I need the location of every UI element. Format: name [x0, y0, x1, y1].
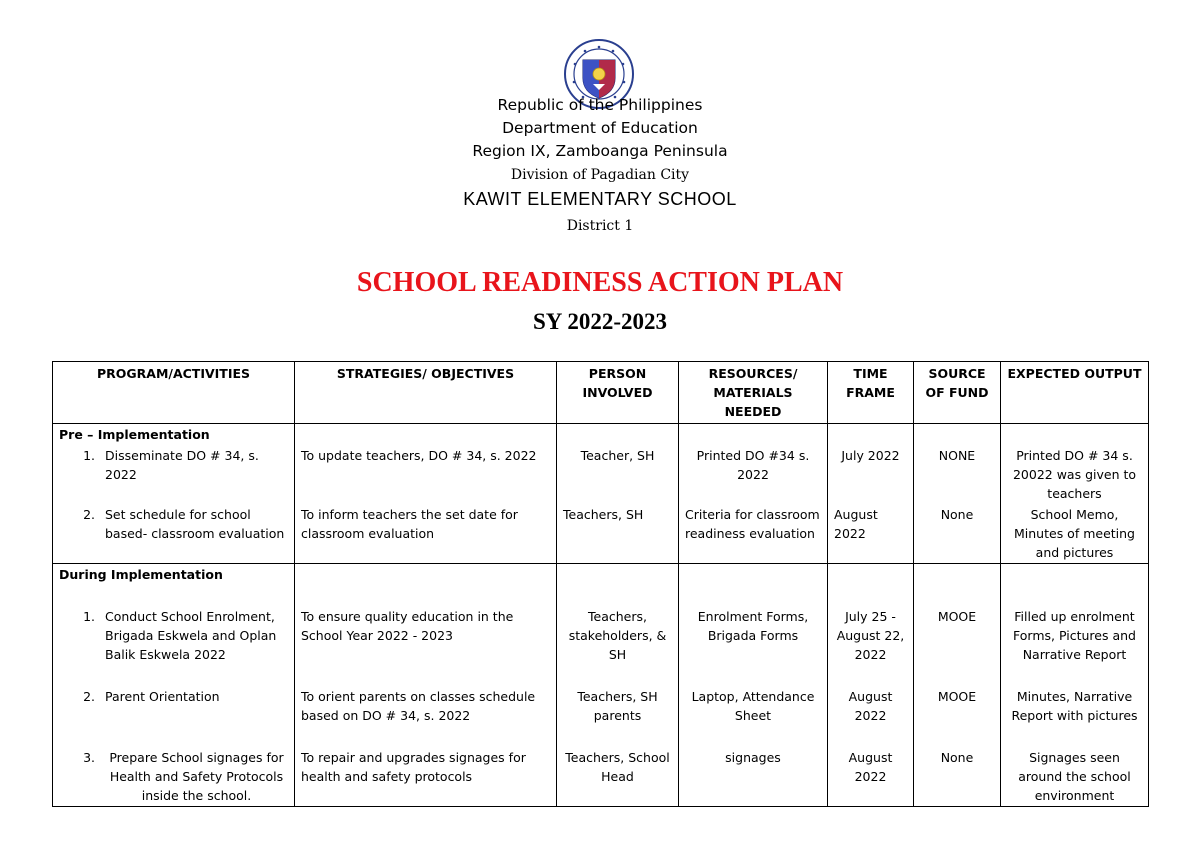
fund-cell: NONE [914, 445, 1001, 504]
column-header: EXPECTED OUTPUT [1001, 362, 1149, 424]
fund-cell: None [914, 747, 1001, 807]
output-cell: Minutes, Narrative Report with pictures [1001, 686, 1149, 726]
activity-cell: Disseminate DO # 34, s. 2022 [105, 448, 259, 482]
column-header: SOURCE OF FUND [914, 362, 1001, 424]
strategy-cell: To orient parents on classes schedule based on DO # 34, s. 2022 [295, 686, 557, 726]
resources-cell: Criteria for classroom readiness evaluation [679, 504, 828, 564]
item-number: 1. [83, 448, 95, 463]
time-cell: July 2022 [828, 445, 914, 504]
activity-cell: Conduct School Enrolment, Brigada Eskwela and Oplan Balik Eskwela 2022 [105, 609, 277, 662]
fund-cell: None [914, 504, 1001, 564]
activity-cell: Parent Orientation [105, 689, 220, 704]
column-header: PROGRAM/ACTIVITIES [53, 362, 295, 424]
time-cell: July 25 - August 22, 2022 [828, 606, 914, 665]
school-year: SY 2022-2023 [533, 309, 667, 334]
section-row [53, 564, 1149, 586]
strategy-cell: To ensure quality education in the School Year 2022 - 2023 [295, 606, 557, 665]
section-label: During Implementation [53, 564, 295, 586]
strategy-cell: To repair and upgrades signages for health and safety protocols [295, 747, 557, 807]
item-number: 3. [83, 750, 95, 765]
column-header: PERSON INVOLVED [557, 362, 679, 424]
fund-cell: MOOE [914, 686, 1001, 726]
strategy-cell: To inform teachers the set date for classroom evaluation [295, 504, 557, 564]
column-header: TIME FRAME [828, 362, 914, 424]
table-row [53, 686, 1149, 726]
header-division: Division of Pagadian City [510, 167, 690, 183]
section-row [53, 424, 1149, 446]
output-cell: School Memo, Minutes of meeting and pictures [1001, 504, 1149, 564]
school-name: KAWIT ELEMENTARY SCHOOL [463, 189, 737, 209]
strategy-cell: To update teachers, DO # 34, s. 2022 [295, 445, 557, 504]
header-republic: Republic of the Philippines [497, 96, 703, 114]
resources-cell: Enrolment Forms, Brigada Forms [679, 606, 828, 665]
table-row [53, 747, 1149, 807]
table-row [53, 606, 1149, 665]
table-header-row [53, 362, 1149, 424]
fund-cell: MOOE [914, 606, 1001, 665]
person-cell: Teachers, School Head [557, 747, 679, 807]
output-cell: Filled up enrolment Forms, Pictures and Narrative Report [1001, 606, 1149, 665]
header-region: Region IX, Zamboanga Peninsula [472, 142, 728, 160]
action-plan-table [52, 361, 1149, 807]
resources-cell: Laptop, Attendance Sheet [679, 686, 828, 726]
item-number: 2. [83, 507, 95, 522]
column-header: RESOURCES/ MATERIALS NEEDED [679, 362, 828, 424]
table-row [53, 445, 1149, 504]
item-number: 2. [83, 689, 95, 704]
person-cell: Teacher, SH [557, 445, 679, 504]
activity-cell: Set schedule for school based- classroom evaluation [105, 507, 285, 541]
output-cell: Printed DO # 34 s. 20022 was given to teachers [1001, 445, 1149, 504]
output-cell: Signages seen around the school environment [1001, 747, 1149, 807]
item-number: 1. [83, 609, 95, 624]
person-cell: Teachers, stakeholders, & SH [557, 606, 679, 665]
person-cell: Teachers, SH [557, 504, 679, 564]
section-label: Pre – Implementation [53, 424, 295, 446]
header-department: Department of Education [502, 119, 698, 137]
district-label: District 1 [566, 218, 634, 234]
column-header: STRATEGIES/ OBJECTIVES [295, 362, 557, 424]
time-cell: August 2022 [828, 747, 914, 807]
page-title: SCHOOL READINESS ACTION PLAN [356, 267, 844, 298]
person-cell: Teachers, SH parents [557, 686, 679, 726]
resources-cell: signages [679, 747, 828, 807]
activity-cell: Prepare School signages for Health and Safety Protocols inside the school. [109, 750, 284, 803]
resources-cell: Printed DO #34 s. 2022 [679, 445, 828, 504]
table-row [53, 504, 1149, 564]
time-cell: August 2022 [828, 686, 914, 726]
time-cell: August 2022 [828, 504, 914, 564]
